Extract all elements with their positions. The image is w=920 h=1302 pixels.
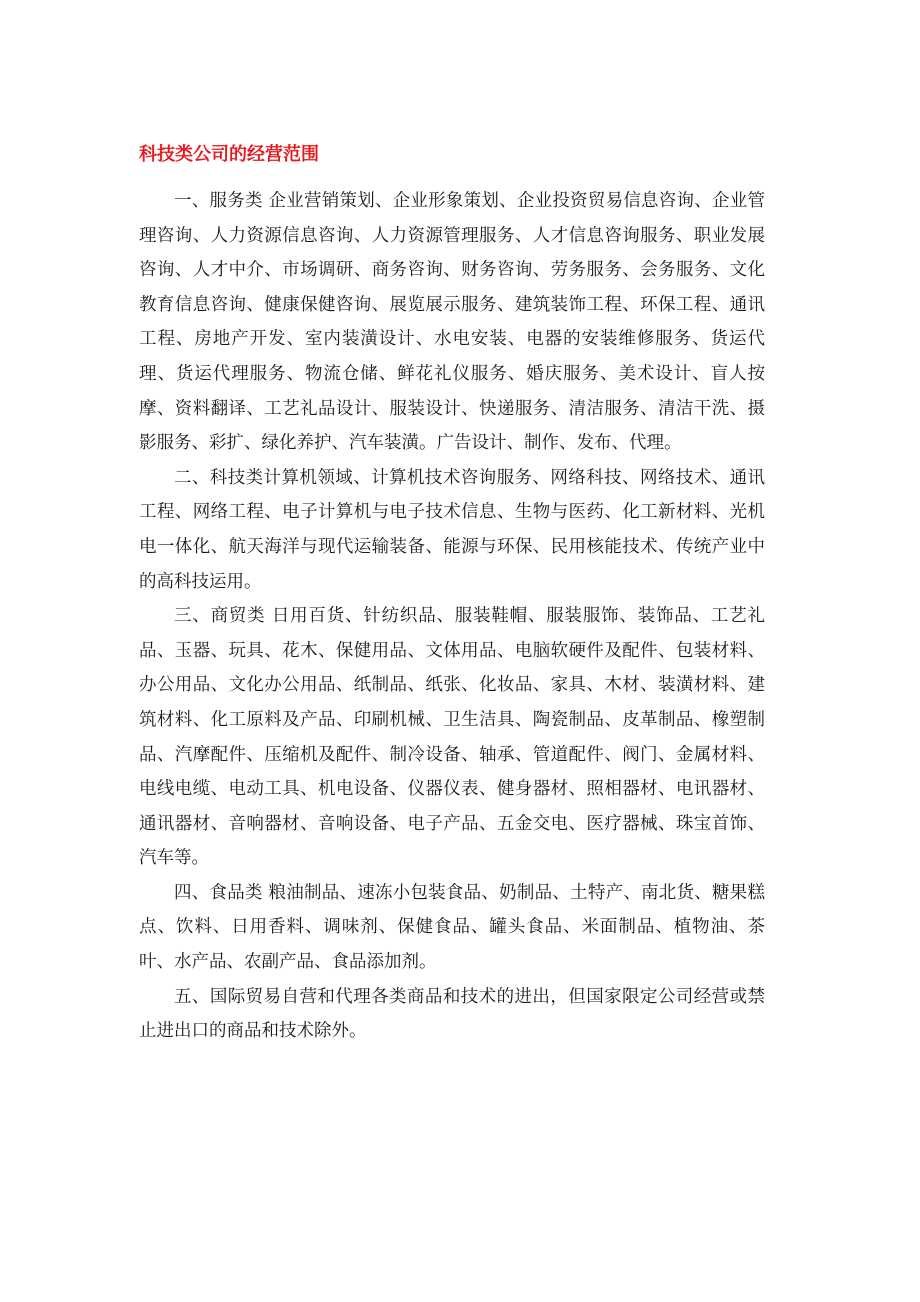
paragraph-technology: 二、科技类计算机领域、计算机技术咨询服务、网络科技、网络技术、通讯工程、网络工程、电子计算机与电子技术信息、生物与医药、化工新材料、光机电一体化、航天海洋与现代运输装备、能源与环保、民用核能技术、传统产业中的高科技运用。 — [139, 467, 765, 592]
document-title: 科技类公司的经营范围 — [139, 144, 319, 165]
paragraph-trade: 五、国际贸易自营和代理各类商品和技术的进出，但国家限定公司经营或禁止进出口的商品和技术除外。 — [139, 986, 765, 1042]
paragraph-services: 一、服务类 企业营销策划、企业形象策划、企业投资贸易信息咨询、企业管理咨询、人力资源信息咨询、人力资源管理服务、人才信息咨询服务、职业发展咨询、人才中介、市场调研、商务咨询、财务咨询、劳务服务、会务服务、文化教育信息咨询、健康保健咨询、展览展示服务、建筑装饰工程、环保工程、通讯工程、房地产开发、室内装潢设计、水电安装、电器的安装维修服务、货运代理、货运代理服务、物流仓储、鲜花礼仪服务、婚庆服务、美术设计、盲人按摩、资料翻译、工艺礼品设计、服装设计、快递服务、清洁服务、清洁干洗、摄影服务、彩扩、绿化养护、汽车装潢。广告设计、制作、发布、代理。 — [139, 191, 765, 454]
document-body — [139, 184, 765, 1049]
paragraph-commerce: 三、商贸类 日用百货、针纺织品、服装鞋帽、服装服饰、装饰品、工艺礼品、玉器、玩具、花木、保健用品、文体用品、电脑软硬件及配件、包装材料、办公用品、文化办公用品、纸制品、纸张、化妆品、家具、木材、装潢材料、建筑材料、化工原料及产品、印刷机械、卫生洁具、陶瓷制品、皮革制品、橡塑制品、汽摩配件、压缩机及配件、制冷设备、轴承、管道配件、阀门、金属材料、电线电缆、电动工具、机电设备、仪器仪表、健身器材、照相器材、电讯器材、通讯器材、音响器材、音响设备、电子产品、五金交电、医疗器械、珠宝首饰、汽车等。 — [139, 606, 765, 869]
paragraph-food: 四、食品类 粮油制品、速冻小包装食品、奶制品、土特产、南北货、糖果糕点、饮料、日用香料、调味剂、保健食品、罐头食品、米面制品、植物油、茶叶、水产品、农副产品、食品添加剂。 — [139, 882, 765, 973]
